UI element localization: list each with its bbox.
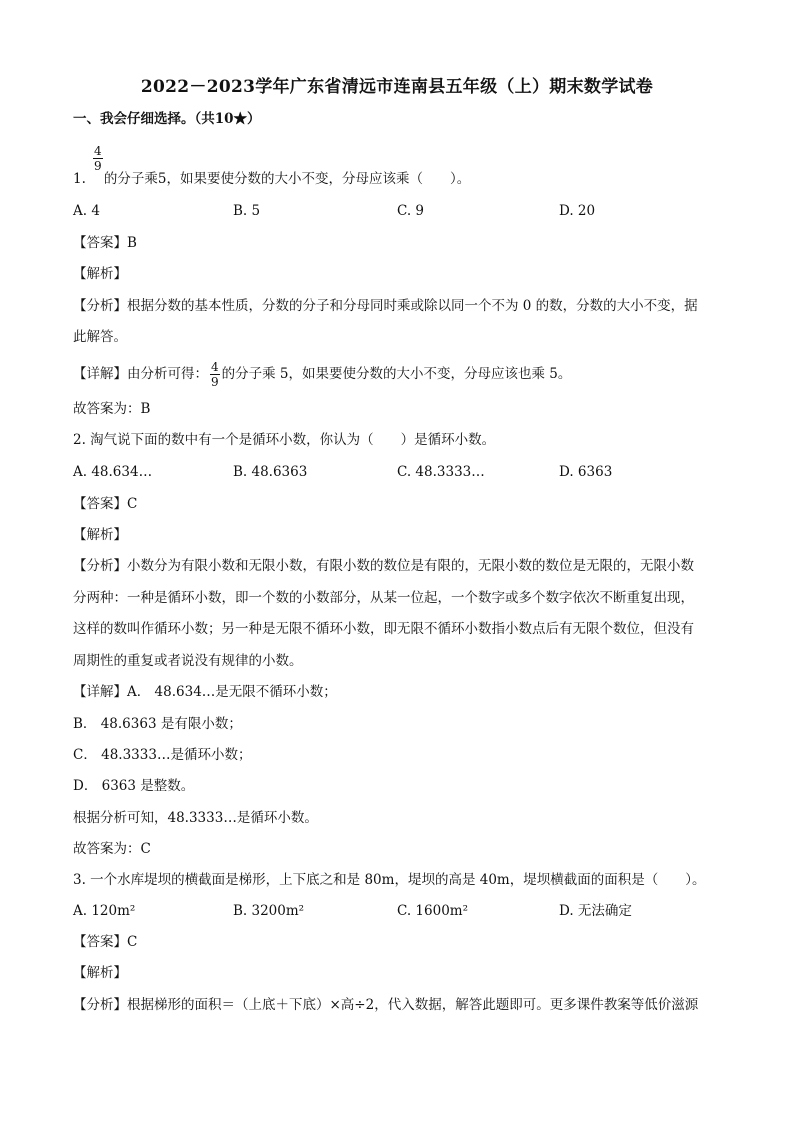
q2-detail-b: B． 48.6363 是有限小数； — [73, 716, 242, 732]
q1-fraction — [93, 144, 103, 173]
q1-detail-fraction — [210, 360, 220, 389]
q1-conclusion: 故答案为：B — [73, 401, 151, 417]
q1-fraction-numerator: 4 — [94, 144, 102, 158]
q2-analysis-tag: 【解析】 — [73, 527, 127, 543]
q3-stem: 3. 一个水库堤坝的横截面是梯形，上下底之和是 80m，堤坝的高是 40m，堤坝横截面的面积是（ ）。 — [73, 872, 706, 888]
q3-analysis-line-1: 【分析】根据梯形的面积＝（上底＋下底）×高÷2，代入数据，解答此题即可。更多课件教案等低价滋源 — [73, 997, 699, 1013]
q2-option-d: D. 6363 — [559, 464, 613, 480]
q2-option-b: B. 48.6363 — [233, 464, 308, 480]
q2-analysis-line-2: 分两种：一种是循环小数，即一个数的小数部分，从某一位起，一个数字或多个数字依次不断重复出现， — [73, 590, 694, 606]
q1-stem-text: 的分子乘5，如果要使分数的大小不变，分母应该乘（ ）。 — [103, 171, 471, 187]
q1-fraction-denominator: 9 — [94, 159, 102, 173]
q2-detail-c: C． 48.3333…是循环小数； — [73, 747, 252, 763]
q2-analysis-line-1: 【分析】小数分为有限小数和无限小数，有限小数的数位是有限的，无限小数的数位是无限的，无限小数 — [73, 558, 694, 574]
q2-detail-a: 【详解】A． 48.634…是无限不循环小数； — [73, 684, 337, 700]
q3-option-d: D. 无法确定 — [559, 903, 632, 919]
q1-detail-suffix: 的分子乘 5，如果要使分数的大小不变，分母应该也乘 5。 — [221, 366, 572, 382]
q3-answer: 【答案】C — [73, 934, 138, 950]
q2-analysis-line-4: 周期性的重复或者说没有规律的小数。 — [73, 653, 303, 669]
q3-option-b: B. 3200m² — [233, 903, 305, 919]
q2-option-a: A. 48.634… — [73, 464, 153, 480]
q2-conclusion: 故答案为：C — [73, 841, 151, 857]
q2-analysis-line-3: 这样的数叫作循环小数；另一种是无限不循环小数，即无限不循环小数指小数点后有无限个数位，但没有 — [73, 621, 694, 637]
q3-option-a: A. 120m² — [73, 903, 136, 919]
q2-stem: 2. 淘气说下面的数中有一个是循环小数，你认为（ ）是循环小数。 — [73, 432, 496, 448]
q2-summary: 根据分析可知，48.3333…是循环小数。 — [73, 810, 318, 826]
section-heading: 一、我会仔细选择。（共10★） — [73, 111, 261, 127]
q1-analysis-line-1: 【分析】根据分数的基本性质，分数的分子和分母同时乘或除以同一个不为 0 的数，分数的大小不变，据 — [73, 298, 698, 314]
q1-answer: 【答案】B — [73, 235, 137, 251]
page-title: 2022－2023学年广东省清远市连南县五年级（上）期末数学试卷 — [140, 77, 654, 97]
q2-answer: 【答案】C — [73, 496, 138, 512]
q1-detail-fraction-numerator: 4 — [211, 360, 219, 374]
q3-option-c: C. 1600m² — [397, 903, 469, 919]
q2-option-c: C. 48.3333… — [397, 464, 485, 480]
q1-option-b: B. 5 — [233, 203, 261, 219]
q2-detail-d: D． 6363 是整数。 — [73, 778, 195, 794]
q1-detail — [73, 360, 571, 389]
q1-detail-fraction-denominator: 9 — [211, 375, 219, 389]
q1-analysis-tag: 【解析】 — [73, 266, 127, 282]
q1-option-d: D. 20 — [559, 203, 596, 219]
q1-number: 1. — [73, 171, 86, 187]
q1-detail-prefix: 【详解】由分析可得： — [73, 366, 208, 382]
q1-analysis-line-2: 此解答。 — [73, 329, 127, 345]
q1-stem — [73, 170, 470, 188]
q1-option-c: C. 9 — [397, 203, 425, 219]
q1-option-a: A. 4 — [73, 203, 100, 219]
q3-analysis-tag: 【解析】 — [73, 965, 127, 981]
